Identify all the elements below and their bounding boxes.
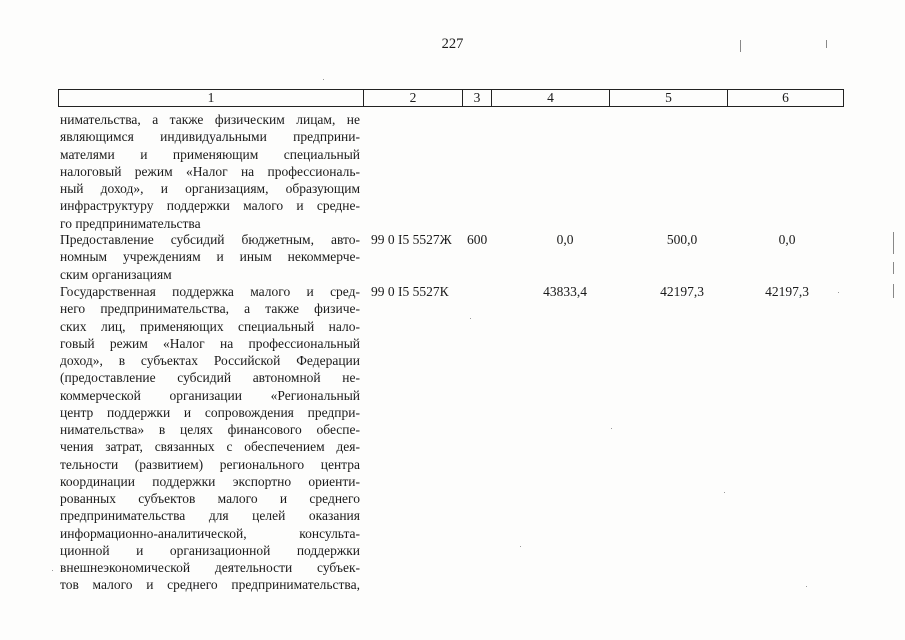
description-line: являющимся индивидуальными предприни- (60, 129, 360, 145)
column-2-number: 2 (364, 90, 463, 107)
scan-artifact (826, 40, 827, 48)
column-3-number: 3 (463, 90, 492, 107)
description-line: доход», в субъектах Российской Федерации (60, 353, 360, 368)
description-line: ским организациям (60, 266, 172, 282)
description-line: него предпринимательства, а также физиче- (60, 301, 360, 317)
amount-column-5: 500,0 (666, 232, 698, 247)
page-number: 227 (441, 36, 464, 52)
description-line: го предпринимательства (60, 215, 201, 231)
amount-column-4: 43833,4 (543, 284, 587, 299)
description-line: тов малого и среднего предпринимательства, (60, 577, 360, 593)
description-line: центр поддержки и сопровождения предпри- (60, 404, 360, 420)
description-line: внешнеэкономической деятельности субъек- (60, 560, 360, 575)
description-line: мателями и применяющим специальный (60, 146, 360, 162)
amount-column-6: 42197,3 (765, 284, 809, 299)
description-line: тельности (развитием) регионального центра (60, 456, 360, 472)
scan-artifact (893, 284, 894, 298)
description-line: нимательства» в целях финансового обеспе- (60, 422, 360, 437)
description-line: инфраструктуру поддержки малого и средне- (60, 198, 360, 214)
description-line: коммерческой организации «Региональный (60, 387, 360, 403)
scan-speck (724, 492, 725, 493)
description-line: нимательства, а также физическим лицам, не (60, 112, 360, 127)
description-line: координации поддержки экспортно ориенти- (60, 473, 360, 489)
description-line: номным учреждениям и иным некоммерче- (60, 249, 360, 265)
scan-artifact (893, 262, 894, 274)
description-line: рованных субъектов малого и среднего (60, 491, 360, 506)
description-line: ских лиц, применяющих специальный нало- (60, 318, 360, 334)
table-row-description (60, 283, 360, 594)
description-line: предпринимательства для целей оказания (60, 508, 360, 524)
column-5-number: 5 (610, 90, 728, 107)
description-line: ный доход», и организациям, образующим (60, 181, 360, 196)
scan-speck (323, 79, 324, 80)
scan-speck (806, 586, 807, 587)
description-line: Государственная поддержка малого и сред- (60, 284, 360, 299)
scan-speck (611, 428, 612, 429)
description-line: чения затрат, связанных с обеспечением дея- (60, 439, 360, 455)
scan-speck (470, 318, 471, 319)
column-4-number: 4 (492, 90, 610, 107)
amount-column-6: 0,0 (778, 232, 796, 247)
table-row-description (60, 231, 360, 283)
column-6-number: 6 (728, 90, 844, 107)
amount-column-5: 42197,3 (660, 284, 704, 299)
amount-column-4: 0,0 (556, 232, 574, 247)
description-line: говый режим «Налог на профессиональный (60, 335, 360, 351)
scan-speck (520, 546, 521, 547)
description-line: (предоставление субсидий автономной не- (60, 370, 360, 386)
expense-type-code: 600 (467, 232, 488, 247)
scan-speck (52, 570, 53, 571)
column-1-number: 1 (59, 90, 364, 107)
target-article-code: 99 0 I5 5527Ж (371, 232, 452, 247)
description-line: Предоставление субсидий бюджетным, авто- (60, 232, 360, 247)
description-line: ционной и организационной поддержки (60, 542, 360, 558)
table-row-description (60, 111, 360, 232)
scan-artifact (893, 232, 894, 254)
description-line: информационно-аналитической, консульта- (60, 525, 360, 541)
target-article-code: 99 0 I5 5527К (371, 284, 449, 299)
scan-artifact (740, 40, 741, 52)
description-line: налоговый режим «Налог на профессиональ- (60, 163, 360, 179)
scan-speck (838, 292, 839, 293)
